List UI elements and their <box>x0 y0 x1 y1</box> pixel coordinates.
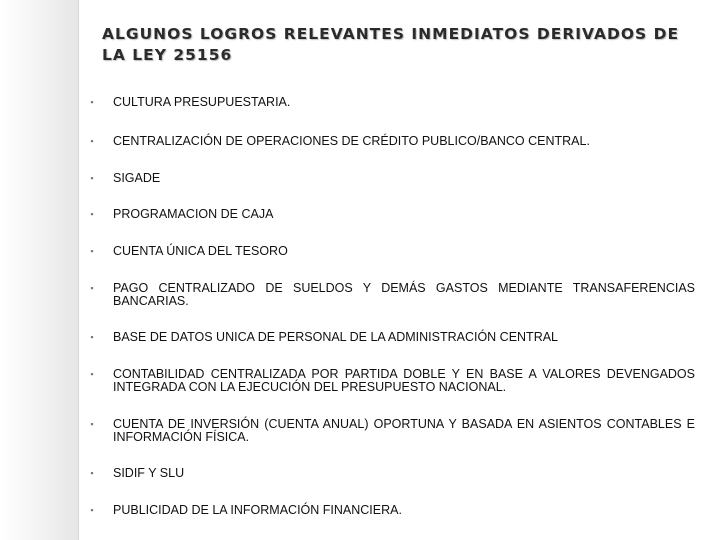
bullet-icon: ▪ <box>90 505 94 515</box>
slide-title: ALGUNOS LOGROS RELEVANTES INMEDIATOS DERIVADOS DE LA LEY 25156 <box>102 25 680 64</box>
list-item-text: PUBLICIDAD DE LA INFORMACIÓN FINANCIERA. <box>113 503 402 517</box>
list-item-text: BASE DE DATOS UNICA DE PERSONAL DE LA ADMINISTRACIÓN CENTRAL <box>113 330 559 344</box>
bullet-icon: ▪ <box>90 136 94 146</box>
bullet-icon: ▪ <box>90 246 94 256</box>
list-item-text: CUENTA ÚNICA DEL TESORO <box>113 244 288 258</box>
bullet-icon: ▪ <box>90 283 94 293</box>
list-item-text: CENTRALIZACIÓN DE OPERACIONES DE CRÉDITO PUBLICO/BANCO CENTRAL. <box>113 134 590 148</box>
list-item-text: PROGRAMACION DE CAJA <box>113 207 274 221</box>
list-item-text: SIGADE <box>113 171 161 185</box>
bullet-icon: ▪ <box>90 97 94 107</box>
list-item-text: CUENTA DE INVERSIÓN (CUENTA ANUAL) OPORTUNA Y BASADA EN ASIENTOS CONTABLES E INFORMACIÓN FÍSICA. <box>113 417 695 444</box>
bullet-icon: ▪ <box>90 419 94 429</box>
bullet-icon: ▪ <box>90 209 94 219</box>
bullet-icon: ▪ <box>90 332 94 342</box>
list-item-text: CONTABILIDAD CENTRALIZADA POR PARTIDA DOBLE Y EN BASE A VALORES DEVENGADOS INTEGRADA CON LA EJECUCIÓN DEL PRESUPUESTO NACIONAL. <box>113 367 695 394</box>
list-item-text: CULTURA PRESUPUESTARIA. <box>113 95 291 109</box>
list-item-text: SIDIF Y SLU <box>113 466 185 480</box>
bullet-icon: ▪ <box>90 468 94 478</box>
bullet-icon: ▪ <box>90 173 94 183</box>
list-item-text: PAGO CENTRALIZADO DE SUELDOS Y DEMÁS GASTOS MEDIANTE TRANSAFERENCIAS BANCARIAS. <box>113 281 695 308</box>
bullet-icon: ▪ <box>90 369 94 379</box>
